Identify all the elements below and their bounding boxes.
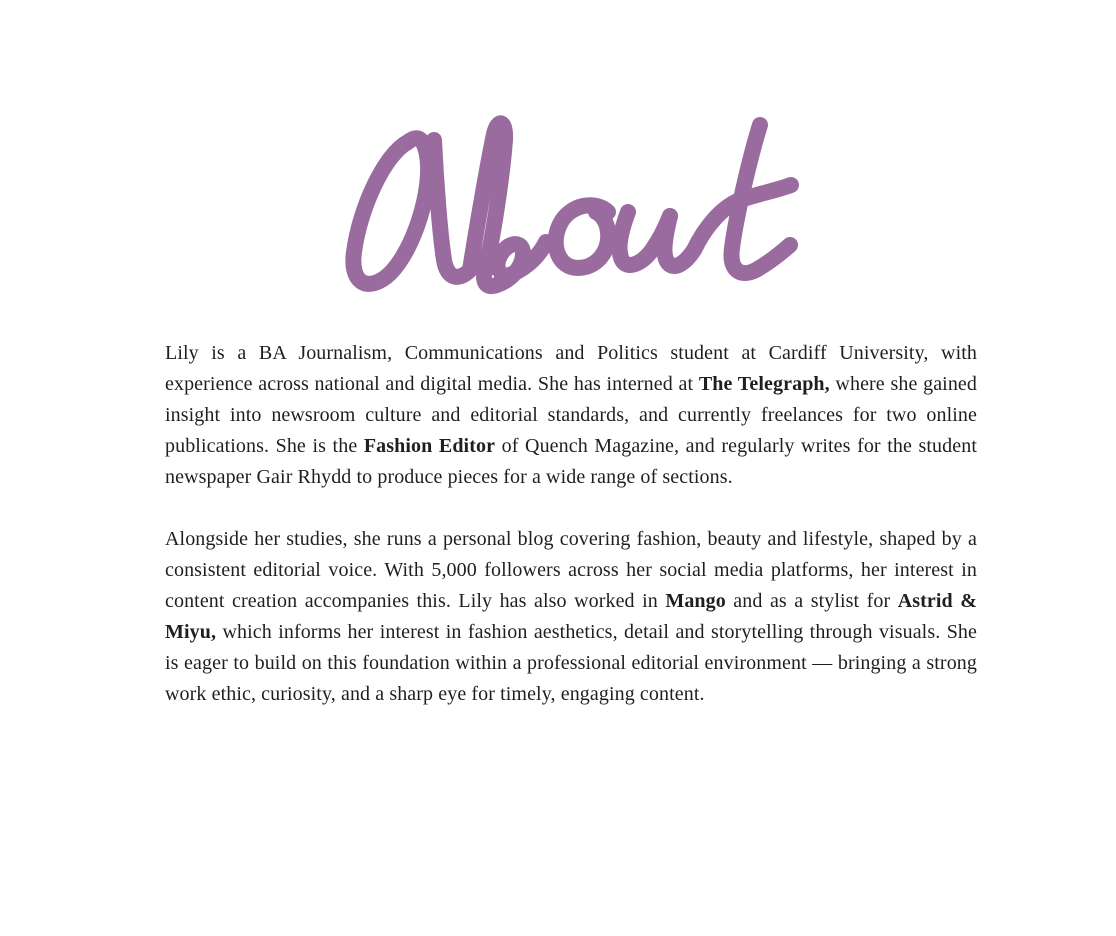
bio-paragraph-1 bbox=[165, 338, 977, 493]
bio-text: which informs her interest in fashion aesthetics, detail and storytelling through visuals. She is eager to build on this foundation within a professional editorial environment — bringing a strong work ethic, curiosity, and a sharp eye for timely, engaging content. bbox=[165, 621, 977, 705]
bio-bold-text: Mango bbox=[665, 590, 726, 612]
bio-text: and as a stylist for bbox=[725, 590, 898, 612]
bio-text: where she gained insight into newsroom culture and editorial standards, and currently freelances for two online publications. She is the bbox=[165, 373, 978, 457]
bio-bold-text: Fashion Editor bbox=[363, 435, 496, 457]
about-heading bbox=[330, 112, 800, 302]
bio-text-block bbox=[165, 338, 977, 710]
about-script-lettering bbox=[330, 112, 800, 302]
bio-bold-text: Astrid & Miyu, bbox=[165, 590, 977, 643]
bio-bold-text: The Telegraph, bbox=[698, 373, 830, 395]
bio-text: of Quench Magazine, and regularly writes for the student newspaper Gair Rhydd to produce pieces for a wide range of sections. bbox=[165, 435, 977, 488]
bio-paragraph-2 bbox=[165, 524, 977, 710]
bio-text: Alongside her studies, she runs a personal blog covering fashion, beauty and lifestyle, shaped by a consistent editorial voice. With 5,000 followers across her social media platforms, her interest in content creation accompanies this. Lily has also worked in bbox=[165, 528, 977, 612]
bio-text: Lily is a BA Journalism, Communications and Politics student at Cardiff University, with experience across national and digital media. She has interned at bbox=[165, 342, 977, 395]
